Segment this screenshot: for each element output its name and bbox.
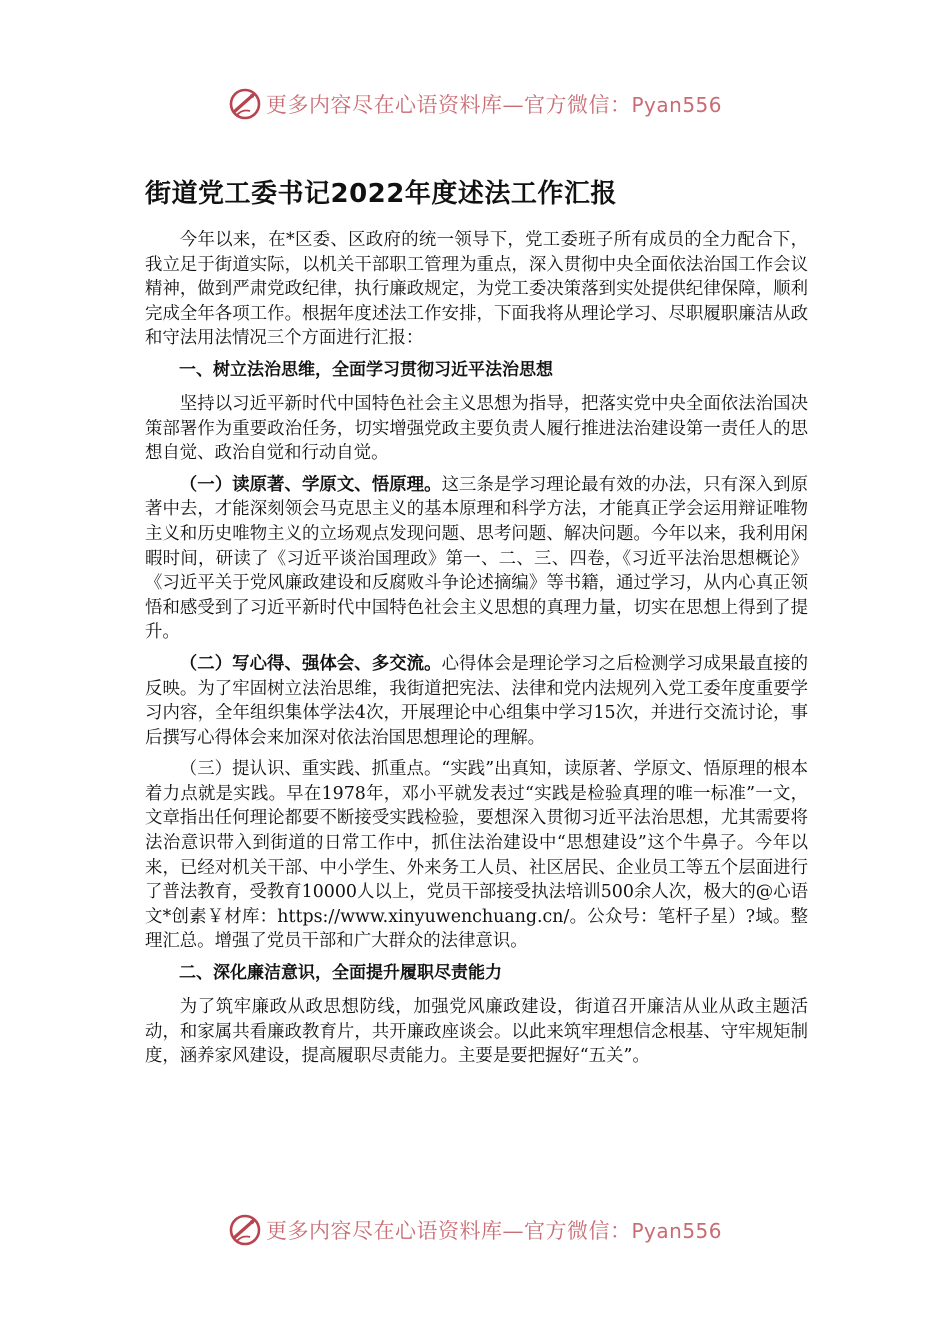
item-2-lead: （二）写心得、强体会、多交流。: [179, 653, 442, 674]
banner-wechat-id: Pyan556: [631, 93, 722, 117]
banner-wechat-id: Pyan556: [631, 1219, 722, 1243]
item-1-lead: （一）读原著、学原文、悟原理。: [179, 474, 442, 495]
item-3-paragraph: （三）提认识、重实践、抓重点。“实践”出真知，读原著、学原文、悟原理的根本着力点就是实践。早在1978年，邓小平就发表过“实践是检验真理的唯一标准”一文，文章指出任何理论都要不断接受实践检验，要想深入贯彻习近平法治思想，尤其需要将法治意识带入到街道的日常工作中，抓住法治建设中“思想建设”这个牛鼻子。今年以来，已经对机关干部、中小学生、外来务工人员、社区居民、企业员工等五个层面进行了普法教育，受教育10000人以上，党员干部接受执法培训500余人次，极大的@心语文*创素￥材库：https://www.xinyuwenchuang.cn/。公众号：笔杆子星）?域。整理汇总。增强了党员干部和广大群众的法律意识。: [145, 759, 808, 952]
header-banner: [0, 84, 950, 124]
document-body: [145, 170, 808, 1076]
banner-main-text: 更多内容尽在心语资料库—官方微信：: [265, 93, 632, 117]
banner-text: [266, 89, 722, 119]
section-2-heading: 二、深化廉洁意识，全面提升履职尽责能力: [179, 963, 502, 984]
footer-banner: [0, 1210, 950, 1250]
pen-logo-icon: [228, 1213, 262, 1247]
section-1-heading: 一、树立法治思维，全面学习贯彻习近平法治思想: [179, 359, 553, 380]
pen-logo-icon: [228, 87, 262, 121]
intro-paragraph: 今年以来，在*区委、区政府的统一领导下，党工委班子所有成员的全力配合下，我立足于街道实际，以机关干部职工管理为重点，深入贯彻中央全面依法治国工作会议精神，做到严肃党政纪律，执行廉政规定，为党工委决策落到实处提供纪律保障，顺利完成全年各项工作。根据年度述法工作安排，下面我将从理论学习、尽职履职廉洁从政和守法用法情况三个方面进行汇报：: [145, 230, 808, 349]
section-2-paragraph: 为了筑牢廉政从政思想防线，加强党风廉政建设，街道召开廉洁从业从政主题活动，和家属共看廉政教育片，共开廉政座谈会。以此来筑牢理想信念根基、守牢规矩制度，涵养家风建设，提高履职尽责能力。主要是要把握好“五关”。: [145, 997, 808, 1067]
section-1-paragraph: 坚持以习近平新时代中国特色社会主义思想为指导，把落实党中央全面依法治国决策部署作为重要政治任务，切实增强党政主要负责人履行推进法治建设第一责任人的思想自觉、政治自觉和行动自觉。: [145, 393, 808, 464]
item-2-paragraph: [145, 652, 808, 750]
item-1-body: 这三条是学习理论最有效的办法，只有深入到原著中去，才能深刻领会马克思主义的基本原理和科学方法，才能真正学会运用辩证唯物主义和历史唯物主义的立场观点发现问题、思考问题、解决问题。今年以来，我利用闲暇时间，研读了《习近平谈治国理政》第一、二、三、四卷，《习近平法治思想概论》《习近平关于党风廉政建设和反腐败斗争论述摘编》等书籍，通过学习，从内心真正领悟和感受到了习近平新时代中国特色社会主义思想的真理力量，切实在思想上得到了提升。: [145, 474, 808, 643]
banner-main-text: 更多内容尽在心语资料库—官方微信：: [265, 1219, 632, 1243]
item-2-body: 心得体会是理论学习之后检测学习成果最直接的反映。为了牢固树立法治思维，我街道把宪法、法律和党内法规列入党工委年度重要学习内容，全年组织集体学法4次，开展理论中心组集中学习15次，并进行交流讨论，事后撰写心得体会来加深对依法治国思想理论的理解。: [145, 653, 808, 748]
banner-text: [266, 1215, 722, 1245]
item-1-paragraph: [145, 473, 808, 645]
document-title: 街道党工委书记2022年度述法工作汇报: [145, 179, 617, 209]
